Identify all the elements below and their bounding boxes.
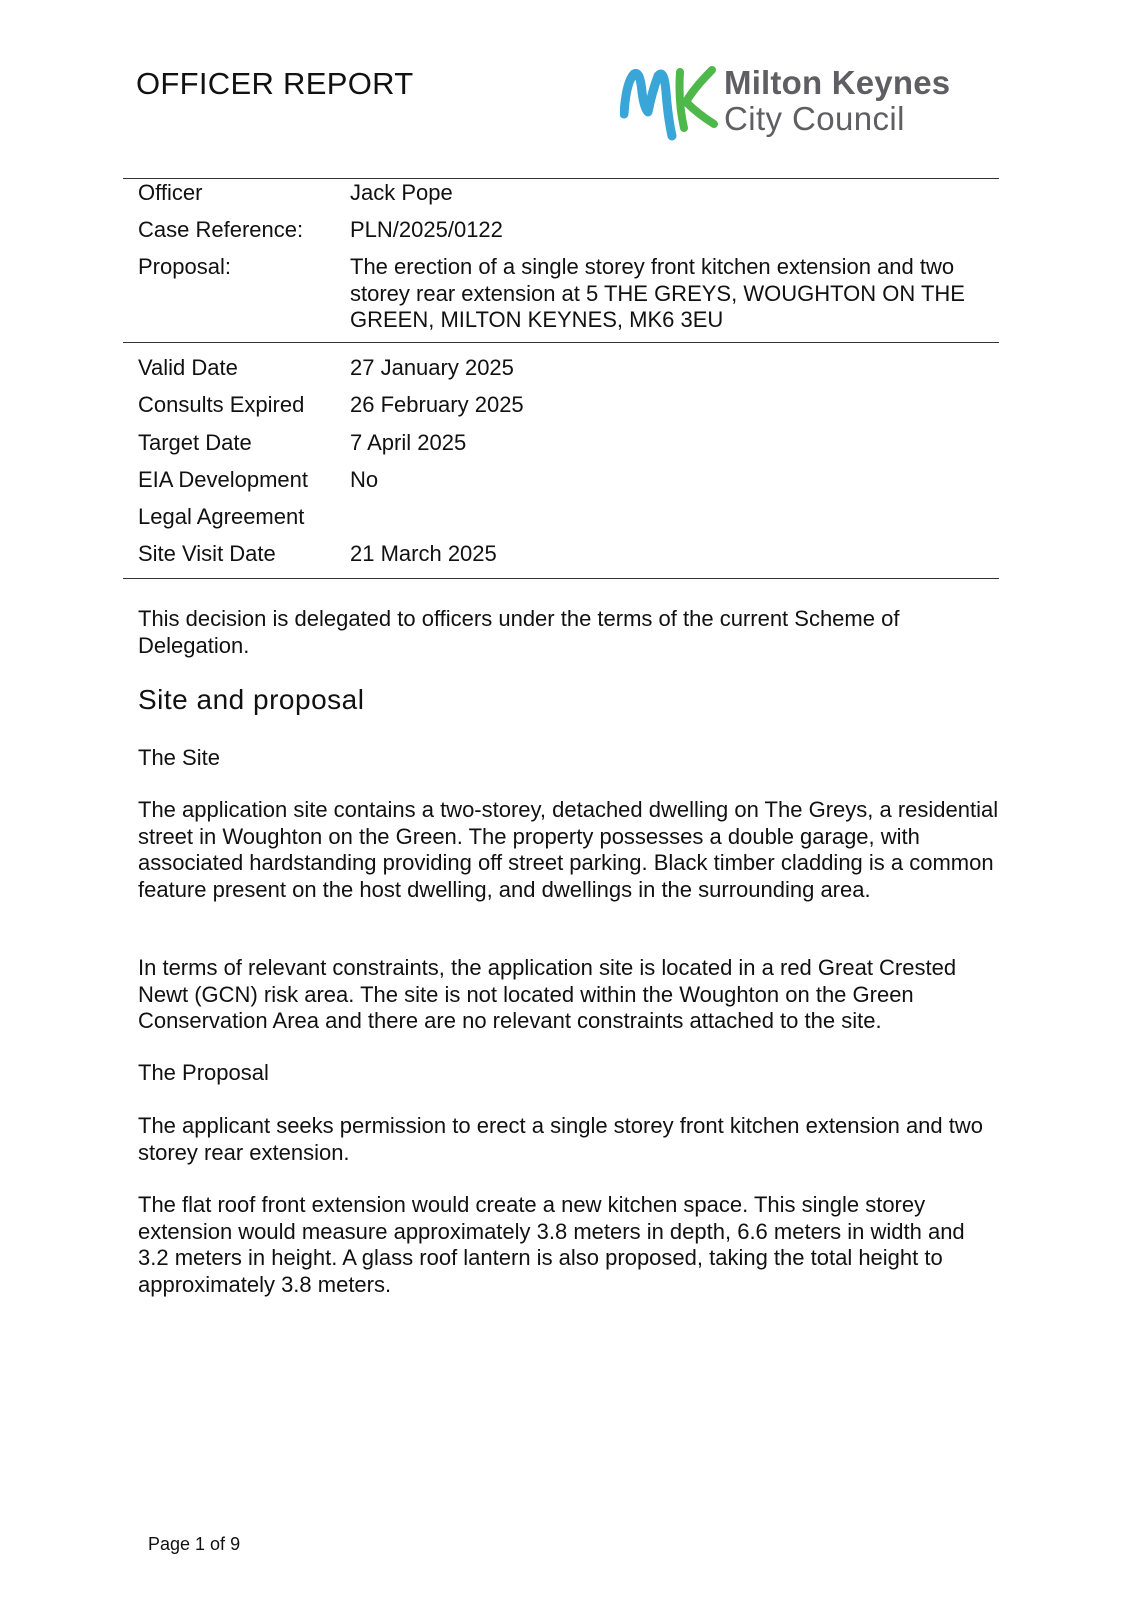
section-heading: Site and proposal <box>138 684 365 715</box>
detail-label: Valid Date <box>138 355 238 380</box>
detail-value: Jack Pope <box>350 180 453 205</box>
detail-value: The erection of a single storey front kitchen extension and two storey rear extension at 5 THE GREYS, WOUGHTON ON THE GREEN, MILTON KEYNES, MK6 3EU <box>350 254 965 332</box>
detail-label: EIA Development <box>138 467 308 492</box>
logo-text-line1: Milton Keynes <box>724 64 951 101</box>
detail-label: Consults Expired <box>138 392 305 417</box>
proposal-paragraph-1: The applicant seeks permission to erect a single storey front kitchen extension and two storey rear extension. <box>138 1113 984 1165</box>
council-logo <box>620 62 1000 146</box>
detail-value: No <box>350 467 379 492</box>
mk-logo-mark-icon <box>620 62 720 146</box>
site-paragraph-1: The application site contains a two-storey, detached dwelling on The Greys, a residential street in Woughton on the Green. The property possesses a double garage, with associated hardstanding providing off street parking. Black timber cladding is a common feature present on the host dwelling, and dwellings in the surrounding area. <box>138 797 999 902</box>
subheading-the-site: The Site <box>138 745 220 770</box>
detail-label: Target Date <box>138 430 252 455</box>
page-number: Page 1 of 9 <box>148 1534 241 1554</box>
detail-value: 26 February 2025 <box>350 392 524 417</box>
logo-text-line2: City Council <box>724 100 905 137</box>
detail-value: 21 March 2025 <box>350 541 497 566</box>
site-paragraph-2: In terms of relevant constraints, the application site is located in a red Great Crested Newt (GCN) risk area. The site is not located within the Woughton on the Green Conservation Area and there are no relevant constraints attached to the site. <box>138 955 957 1033</box>
proposal-paragraph-2: The flat roof front extension would create a new kitchen space. This single storey extension would measure approximately 3.8 meters in depth, 6.6 meters in width and 3.2 meters in height. A glass roof lantern is also proposed, taking the total height to approximately 3.8 meters. <box>138 1192 965 1297</box>
detail-value: 27 January 2025 <box>350 355 514 380</box>
detail-value: PLN/2025/0122 <box>350 217 503 242</box>
detail-label: Officer <box>138 180 203 205</box>
delegation-paragraph: This decision is delegated to officers under the terms of the current Scheme of Delegation. <box>138 606 900 658</box>
detail-label: Legal Agreement <box>138 504 305 529</box>
subheading-the-proposal: The Proposal <box>138 1060 269 1085</box>
detail-value: 7 April 2025 <box>350 430 467 455</box>
detail-label: Proposal: <box>138 254 231 279</box>
report-title: OFFICER REPORT <box>136 66 414 101</box>
detail-label: Case Reference: <box>138 217 304 242</box>
divider-top <box>123 178 999 179</box>
divider-middle <box>123 342 999 343</box>
detail-label: Site Visit Date <box>138 541 276 566</box>
divider-bottom <box>123 578 999 579</box>
